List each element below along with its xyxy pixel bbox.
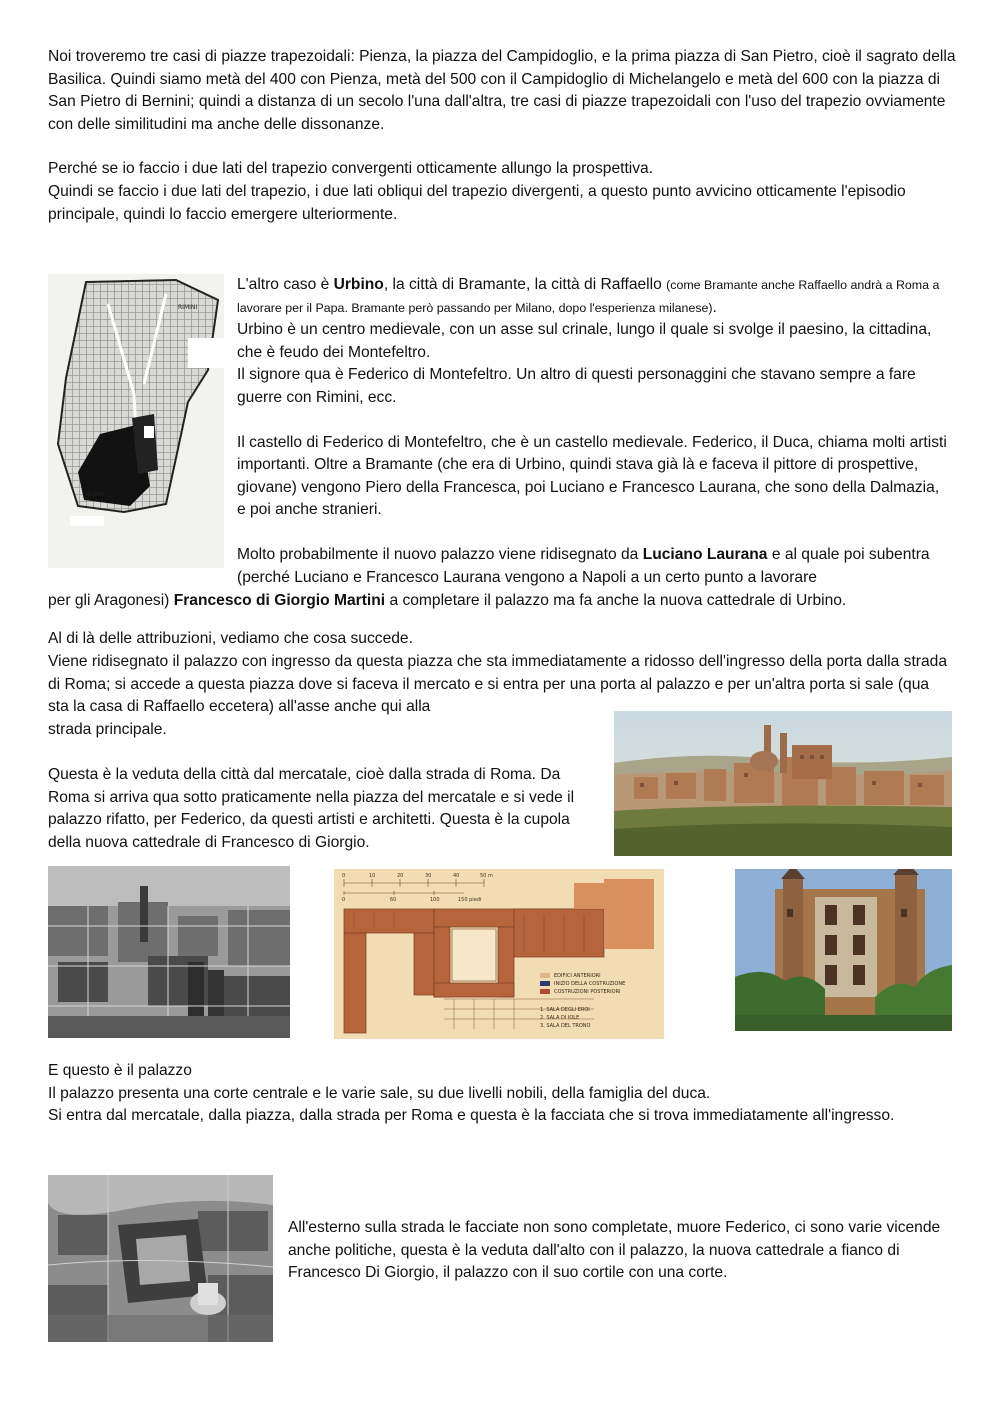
palace-plan-image xyxy=(334,869,664,1039)
plan-scale-bottom-2: 100 xyxy=(430,897,440,903)
torricini-facade-image xyxy=(735,869,952,1031)
intro-paragraph-2-line-1: Perché se io faccio i due lati del trapezio convergenti otticamente allungo la prospettiva. xyxy=(48,160,654,178)
plan-legend-2: COSTRUZIONI POSTERIORI xyxy=(554,989,621,995)
intro-text xyxy=(48,46,958,226)
piazza-text-top xyxy=(48,628,953,651)
plan-legend-1: INIZIO DELLA COSTRUZIONE xyxy=(554,981,626,987)
urbino-bold: Urbino xyxy=(333,276,384,293)
plan-room-3: 3. SALA DEL TRONO xyxy=(540,1023,591,1029)
plan-scale-bottom-1: 60 xyxy=(390,897,397,903)
palazzo-text xyxy=(48,1060,953,1128)
plan-scale-top-5: 50 m xyxy=(480,873,493,879)
plan-legend-0: EDIFICI ANTERIORI xyxy=(554,973,601,979)
intro-paragraph-2-line-2: Quindi se faccio i due lati del trapezio, i due lati obliqui del trapezio divergenti, a questo punto avvicino otticamente l'episodio principale, quindi lo faccio emergere ulteriormente. xyxy=(48,182,906,223)
plan-scale-top-2: 20 xyxy=(397,873,404,879)
urbino-paragraph-2: Il castello di Federico di Montefeltro, che è un castello medievale. Federico, il Duca, chiama molti artisti importanti. Oltre a Bramante (che era di Urbino, quindi stava già là e faceva il pittore di prospettive, giovane) vengono Piero della Francesca, poi Luciano e Francesco Laurana, che sono della Dalmazia, e poi anche stranieri. xyxy=(237,433,947,519)
palazzo-line-1: E questo è il palazzo xyxy=(48,1062,192,1079)
laurana-bold: Luciano Laurana xyxy=(642,545,768,563)
plan-scale-top-3: 30 xyxy=(425,873,432,879)
map-label-rimini: RIMINI xyxy=(178,304,198,311)
esterno-text xyxy=(288,1217,952,1285)
map-label-roma: ROMA xyxy=(86,491,105,498)
piazza-line-2: Viene ridisegnato il palazzo con ingresso da questa piazza che sta immediatamente a ridosso dell'ingresso della porta dalla strada di Roma; si accede a questa piazza dove si faceva il mercato e si entra per una porta al palazzo e per un'altra porta si sale (qua sta la casa di Raffaello eccetera) all'asse anche qui alla xyxy=(48,653,947,716)
urbino-paragraph-1: L'altro caso è Urbino, la città di Bramante, la città di Raffaello (come Bramante anche Raffaello andrà a Roma a lavorare per il Papa. Bramante però passando per Milano, dopo l'esperienza milanese). xyxy=(237,276,940,316)
plan-scale-bottom-3: 150 piedi xyxy=(458,897,482,903)
urbino-note: (come Bramante anche Raffaello andrà a Roma a lavorare per il Papa. Bramante però passando per Milano, dopo l'esperienza milanese) xyxy=(237,278,940,315)
urbino-paragraph-1d: Il signore qua è Federico di Montefeltro. Un altro di questi personaggini che stavano sempre a fare guerre con Rimini, ecc. xyxy=(237,366,916,406)
urbino-paragraph-3-end: per gli Aragonesi) Francesco di Giorgio Martini a completare il palazzo ma fa anche la nuova cattedrale di Urbino. xyxy=(48,592,847,609)
palazzo-line-2: Il palazzo presenta una corte centrale e le varie sale, su due livelli nobili, della famiglia del duca. xyxy=(48,1084,711,1102)
piazza-line-3: strada principale. xyxy=(48,720,167,738)
aerial-palace-image xyxy=(48,1175,273,1342)
plan-room-1: 1. SALA DEGLI EROI xyxy=(540,1007,590,1013)
palazzo-line-3: Si entra dal mercatale, dalla piazza, dalla strada per Roma e questa è la facciata che si trova immediatamente all'ingresso. xyxy=(48,1107,895,1125)
urbino-paragraph-1c: Urbino è un centro medievale, con un asse sul crinale, lungo il quale si svolge il paesino, la cittadina, che è feudo dei Montefeltro. xyxy=(237,321,932,361)
piazza-line-1: Al di là delle attribuzioni, vediamo che cosa succede. xyxy=(48,630,413,647)
intro-paragraph-1: Noi troveremo tre casi di piazze trapezoidali: Pienza, la piazza del Campidoglio, e la prima piazza di San Pietro, cioè il sagrato della Basilica. Quindi siamo metà del 400 con Pienza, metà del 500 con il Campidoglio di Michelangelo e metà del 600 con la piazza di San Pietro di Bernini; quindi a distanza di un secolo l'una dall'altra, tre casi di piazze trapezoidali con l'uso del trapezio ovviamente con delle similitudini ma anche delle dissonanze. xyxy=(48,48,956,133)
plan-scale-top-0: 0 xyxy=(342,873,346,879)
plan-room-2: 2. SALA DI IOLE xyxy=(540,1015,580,1021)
urbino-map-image xyxy=(48,274,224,568)
piazza-text-cont xyxy=(48,696,608,741)
plan-scale-bottom-0: 0 xyxy=(342,897,346,903)
martini-bold: Francesco di Giorgio Martini xyxy=(173,592,386,609)
veduta-text xyxy=(48,764,600,854)
veduta-paragraph: Questa è la veduta della città dal mercatale, cioè dalla strada di Roma. Da Roma si arriva qua sotto praticamente nella piazza del mercatale e si vede il palazzo rifatto, per Federico, da questi artisti e architetti. Questa è la cupola della nuova cattedrale di Francesco di Giorgio. xyxy=(48,766,575,851)
plan-scale-top-4: 40 xyxy=(453,873,460,879)
urbino-paragraph-3: Molto probabilmente il nuovo palazzo viene ridisegnato da Luciano Laurana e al quale poi subentra (perché Luciano e Francesco Laurana vengono a Napoli a un certo punto a lavorare xyxy=(237,545,930,586)
urbino-text xyxy=(237,274,949,589)
aerial-bw-image xyxy=(48,866,290,1038)
urbino-panorama-image xyxy=(614,711,952,856)
plan-scale-top-1: 10 xyxy=(369,873,376,879)
esterno-paragraph: All'esterno sulla strada le facciate non sono completate, muore Federico, ci sono varie vicende anche politiche, questa è la veduta dall'alto con il palazzo, la nuova cattedrale a fianco di Francesco Di Giorgio, il palazzo con il suo cortile con una corte. xyxy=(288,1219,941,1282)
